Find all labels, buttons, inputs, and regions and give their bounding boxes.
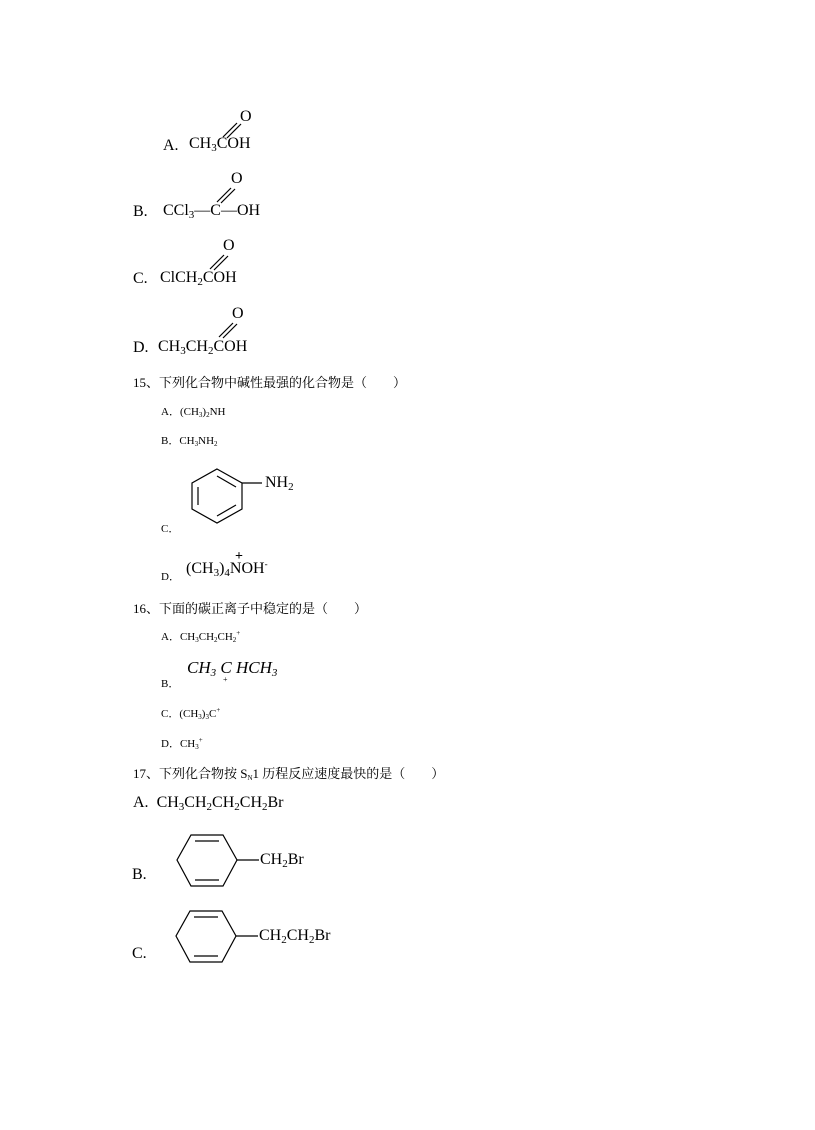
q16-option-a: A．CH3CH2CH2+	[161, 629, 241, 644]
q17-option-c-label: C.	[132, 945, 147, 962]
q15-option-d-plus: +	[235, 549, 243, 564]
q15-option-b: B．CH3NH2	[161, 435, 218, 448]
q17-option-b-formula: $CH_2Br$	[260, 851, 304, 870]
q17-option-b-label: B.	[132, 866, 147, 883]
q17-option-a: A. $CH_3CH_2CH_2CH_2Br$	[133, 794, 284, 813]
q15-option-d-label: D．	[161, 571, 180, 583]
q16-option-b-plus: +	[223, 675, 228, 684]
q14-option-a-formula: $CH_3COH$	[189, 135, 251, 154]
q14-option-b-double-bond	[214, 185, 244, 205]
q14-option-d-formula: $CH_3CH_2COH$	[158, 338, 248, 357]
q17-option-c-benzene-ring	[176, 909, 236, 965]
q15-option-c-label: C．	[161, 523, 180, 535]
q15-option-c-benzene-ring	[190, 467, 250, 527]
q17-option-b-benzene-ring	[177, 833, 237, 889]
q14-option-a-double-bond	[220, 120, 250, 140]
q15-question: 15、下列化合物中碱性最强的化合物是（ ）	[133, 375, 407, 390]
q14-option-c-double-bond	[207, 252, 237, 272]
q14-option-b-label: B.	[133, 203, 148, 220]
q15-option-c-nh2: $NH_2$	[265, 474, 294, 493]
q17-question: 17、下列化合物按 SN1 历程反应速度最快的是（ ）	[133, 766, 445, 782]
q14-option-b-formula: CCl$_3$—C—OH	[163, 202, 261, 221]
q16-option-d: D．CH3+	[161, 736, 203, 751]
q15-option-d-formula: $(CH_3)_4NOH^-$	[186, 559, 268, 579]
q14-option-c-formula: ClCH$_2$COH	[160, 269, 237, 288]
q14-option-c-label: C.	[133, 270, 148, 287]
q16-option-c: C．(CH3)3C+	[161, 706, 221, 721]
q14-option-d-double-bond	[216, 320, 246, 340]
q14-option-d-oxygen: O	[232, 305, 244, 322]
q14-option-d-label: D.	[133, 339, 149, 356]
q16-option-b-label: B．	[161, 678, 180, 690]
q14-option-a-oxygen: O	[240, 108, 252, 125]
q14-option-a-label: A.	[163, 137, 179, 154]
q16-option-b-formula: $CH_3$ C $HCH_3$	[187, 658, 278, 679]
q14-option-b-oxygen: O	[231, 170, 243, 187]
q17-option-c-formula: $CH_2CH_2Br$	[259, 927, 331, 946]
q16-question: 16、下面的碳正离子中稳定的是（ ）	[133, 601, 368, 616]
q14-option-c-oxygen: O	[223, 237, 235, 254]
q15-option-a: A．(CH3)2NH	[161, 406, 226, 419]
